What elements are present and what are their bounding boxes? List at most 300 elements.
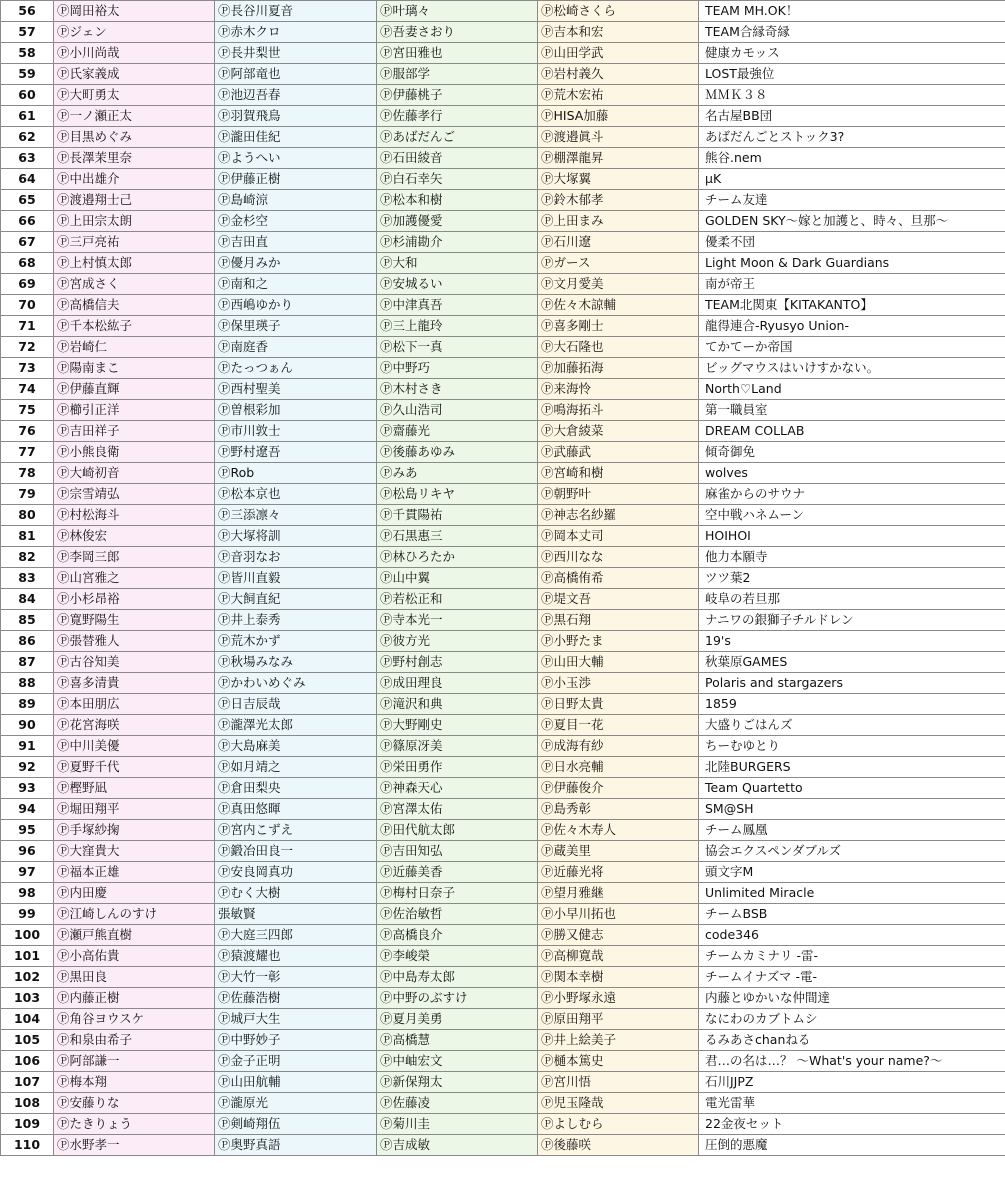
player4-cell: Ⓟ棚澤龍昇 [538, 148, 699, 169]
player3-cell: Ⓟ若松正和 [377, 589, 538, 610]
entry-number-cell: 60 [1, 85, 54, 106]
team-name-cell: 大盛りごはんズ [699, 715, 1005, 736]
player3-cell: Ⓟ千貫陽祐 [377, 505, 538, 526]
table-row [1, 547, 1005, 568]
team-name-cell: 健康カモッス [699, 43, 1005, 64]
player1-cell: Ⓟ内田慶 [54, 883, 215, 904]
player1-cell: Ⓟ張替雅人 [54, 631, 215, 652]
player3-cell: Ⓟ中島寿太郎 [377, 967, 538, 988]
roster-body [1, 1, 1005, 1156]
player4-cell: Ⓟ後藤咲 [538, 1135, 699, 1156]
player3-cell: Ⓟ成田理良 [377, 673, 538, 694]
table-row [1, 463, 1005, 484]
player3-cell: Ⓟ後藤あゆみ [377, 442, 538, 463]
player1-cell: Ⓟ目黒めぐみ [54, 127, 215, 148]
player1-cell: Ⓟ一ノ瀬正太 [54, 106, 215, 127]
player3-cell: Ⓟ新保翔太 [377, 1072, 538, 1093]
player4-cell: Ⓟ佐々木諒輔 [538, 295, 699, 316]
team-name-cell: TEAM北関東【KITAKANTO】 [699, 295, 1005, 316]
team-name-cell: 第一職員室 [699, 400, 1005, 421]
team-name-cell: 龍得連合-Ryusyo Union- [699, 316, 1005, 337]
player4-cell: Ⓟ樋本篤史 [538, 1051, 699, 1072]
player3-cell: Ⓟ山中翼 [377, 568, 538, 589]
team-name-cell: 南が帝王 [699, 274, 1005, 295]
table-row [1, 274, 1005, 295]
player1-cell: Ⓟ花宮海咲 [54, 715, 215, 736]
player3-cell: Ⓟ石黒惠三 [377, 526, 538, 547]
player1-cell: Ⓟ上村慎太郎 [54, 253, 215, 274]
table-row [1, 568, 1005, 589]
player1-cell: Ⓟ小川尚哉 [54, 43, 215, 64]
entry-number-cell: 84 [1, 589, 54, 610]
player4-cell: Ⓟ小玉渉 [538, 673, 699, 694]
player2-cell: Ⓟようへい [215, 148, 377, 169]
player1-cell: Ⓟ大町勇太 [54, 85, 215, 106]
player2-cell: Ⓟ羽賀飛鳥 [215, 106, 377, 127]
table-row [1, 295, 1005, 316]
player3-cell: Ⓟ野村創志 [377, 652, 538, 673]
entry-number-cell: 61 [1, 106, 54, 127]
player1-cell: Ⓟ本田朋広 [54, 694, 215, 715]
player2-cell: Ⓟ荒木かず [215, 631, 377, 652]
player4-cell: Ⓟ山田大輔 [538, 652, 699, 673]
player2-cell: Ⓟ大庭三四郎 [215, 925, 377, 946]
player4-cell: Ⓟ山田学武 [538, 43, 699, 64]
player4-cell: Ⓟ佐々木寿人 [538, 820, 699, 841]
entry-number-cell: 67 [1, 232, 54, 253]
player2-cell: Ⓟ安良岡真功 [215, 862, 377, 883]
player2-cell: Ⓟ剣崎翔伍 [215, 1114, 377, 1135]
player3-cell: Ⓟ松下一真 [377, 337, 538, 358]
entry-number-cell: 89 [1, 694, 54, 715]
entry-number-cell: 87 [1, 652, 54, 673]
player1-cell: Ⓟ櫛引正洋 [54, 400, 215, 421]
table-row [1, 484, 1005, 505]
team-name-cell: 協会エクスペンダブルズ [699, 841, 1005, 862]
player4-cell: ⓅHISA加藤 [538, 106, 699, 127]
entry-number-cell: 101 [1, 946, 54, 967]
entry-number-cell: 63 [1, 148, 54, 169]
entry-number-cell: 79 [1, 484, 54, 505]
team-name-cell: 22金夜セット [699, 1114, 1005, 1135]
player3-cell: Ⓟ中野巧 [377, 358, 538, 379]
table-row [1, 652, 1005, 673]
entry-number-cell: 110 [1, 1135, 54, 1156]
team-name-cell: LOST最強位 [699, 64, 1005, 85]
player1-cell: Ⓟ三戸亮祐 [54, 232, 215, 253]
player4-cell: Ⓟ上田まみ [538, 211, 699, 232]
table-row [1, 862, 1005, 883]
team-name-cell: 石川JJPZ [699, 1072, 1005, 1093]
entry-number-cell: 96 [1, 841, 54, 862]
player3-cell: Ⓟ李峻榮 [377, 946, 538, 967]
table-row [1, 883, 1005, 904]
player2-cell: Ⓟ金杉空 [215, 211, 377, 232]
entry-number-cell: 69 [1, 274, 54, 295]
player1-cell: Ⓟ手塚紗掬 [54, 820, 215, 841]
player1-cell: Ⓟ岩崎仁 [54, 337, 215, 358]
player2-cell: Ⓟ瀧澤光太郎 [215, 715, 377, 736]
entry-number-cell: 75 [1, 400, 54, 421]
player2-cell: Ⓟ阿部竜也 [215, 64, 377, 85]
table-row [1, 820, 1005, 841]
player3-cell: Ⓟ中岫宏文 [377, 1051, 538, 1072]
entry-number-cell: 94 [1, 799, 54, 820]
player4-cell: Ⓟ関本幸樹 [538, 967, 699, 988]
table-row [1, 967, 1005, 988]
player1-cell: Ⓟ中出雄介 [54, 169, 215, 190]
team-name-cell: μK [699, 169, 1005, 190]
player2-cell: Ⓟ西嶋ゆかり [215, 295, 377, 316]
entry-number-cell: 58 [1, 43, 54, 64]
team-name-cell: North♡Land [699, 379, 1005, 400]
player2-cell: Ⓟ鍛冶田良一 [215, 841, 377, 862]
player4-cell: Ⓟ武藤武 [538, 442, 699, 463]
player2-cell: Ⓟ如月靖之 [215, 757, 377, 778]
player3-cell: Ⓟ松島リキヤ [377, 484, 538, 505]
player1-cell: Ⓟ渡邉翔士己 [54, 190, 215, 211]
table-row [1, 85, 1005, 106]
player1-cell: Ⓟ小高佑貴 [54, 946, 215, 967]
table-row [1, 946, 1005, 967]
team-name-cell: てかてーか帝国 [699, 337, 1005, 358]
team-name-cell: ツツ葉2 [699, 568, 1005, 589]
table-row [1, 1135, 1005, 1156]
player3-cell: Ⓟ佐治敏哲 [377, 904, 538, 925]
player3-cell: Ⓟ田代航太郎 [377, 820, 538, 841]
player3-cell: Ⓟ叶璃々 [377, 1, 538, 22]
player2-cell: Ⓟ佐藤浩樹 [215, 988, 377, 1009]
table-row [1, 43, 1005, 64]
entry-number-cell: 106 [1, 1051, 54, 1072]
table-row [1, 316, 1005, 337]
player4-cell: Ⓟ荒木宏祐 [538, 85, 699, 106]
team-name-cell: 頭文字M [699, 862, 1005, 883]
player4-cell: Ⓟ来海怜 [538, 379, 699, 400]
player3-cell: Ⓟ滝沢和典 [377, 694, 538, 715]
table-row [1, 358, 1005, 379]
entry-number-cell: 78 [1, 463, 54, 484]
team-name-cell: Team Quartetto [699, 778, 1005, 799]
player2-cell: Ⓟ三添凛々 [215, 505, 377, 526]
table-row [1, 148, 1005, 169]
team-name-cell: Unlimited Miracle [699, 883, 1005, 904]
table-row [1, 1030, 1005, 1051]
player4-cell: Ⓟ小早川拓也 [538, 904, 699, 925]
team-name-cell: るみあさchanねる [699, 1030, 1005, 1051]
team-name-cell: TEAM合縁奇縁 [699, 22, 1005, 43]
team-name-cell: あばだんごとストック3? [699, 127, 1005, 148]
player1-cell: Ⓟ高橋信夫 [54, 295, 215, 316]
player1-cell: Ⓟ吉田祥子 [54, 421, 215, 442]
table-row [1, 211, 1005, 232]
team-name-cell: 君…の名は…？ ～What's your name?～ [699, 1051, 1005, 1072]
entry-number-cell: 76 [1, 421, 54, 442]
table-row [1, 1093, 1005, 1114]
player4-cell: Ⓟ日野太貴 [538, 694, 699, 715]
player4-cell: Ⓟ喜多剛士 [538, 316, 699, 337]
player3-cell: Ⓟ齋藤光 [377, 421, 538, 442]
entry-number-cell: 80 [1, 505, 54, 526]
player2-cell: Ⓟ伊藤正樹 [215, 169, 377, 190]
table-row [1, 169, 1005, 190]
player2-cell: Ⓟ中野妙子 [215, 1030, 377, 1051]
team-name-cell: チームBSB [699, 904, 1005, 925]
player1-cell: Ⓟ山宮雅之 [54, 568, 215, 589]
team-name-cell: ちーむゆとり [699, 736, 1005, 757]
entry-number-cell: 105 [1, 1030, 54, 1051]
team-name-cell: wolves [699, 463, 1005, 484]
table-row [1, 610, 1005, 631]
player4-cell: Ⓟ加藤拓海 [538, 358, 699, 379]
player3-cell: Ⓟ寺本光一 [377, 610, 538, 631]
player4-cell: Ⓟ日水亮輔 [538, 757, 699, 778]
player4-cell: Ⓟ渡邉眞斗 [538, 127, 699, 148]
team-name-cell: 名古屋BB団 [699, 106, 1005, 127]
entry-number-cell: 97 [1, 862, 54, 883]
table-row [1, 673, 1005, 694]
entry-number-cell: 62 [1, 127, 54, 148]
player2-cell: Ⓟ赤木クロ [215, 22, 377, 43]
player1-cell: Ⓟ福本正雄 [54, 862, 215, 883]
player2-cell: Ⓟ吉田直 [215, 232, 377, 253]
player2-cell: Ⓟ西村聖美 [215, 379, 377, 400]
player2-cell: Ⓟ城戸大生 [215, 1009, 377, 1030]
player3-cell: Ⓟ梅村日奈子 [377, 883, 538, 904]
player2-cell: Ⓟ奥野真語 [215, 1135, 377, 1156]
player4-cell: Ⓟ望月雅継 [538, 883, 699, 904]
entry-number-cell: 93 [1, 778, 54, 799]
player3-cell: Ⓟ彼方光 [377, 631, 538, 652]
player3-cell: Ⓟ木村さき [377, 379, 538, 400]
table-row [1, 379, 1005, 400]
team-name-cell: ナニワの銀獅子チルドレン [699, 610, 1005, 631]
player4-cell: Ⓟ高柳寛哉 [538, 946, 699, 967]
player1-cell: Ⓟ李岡三郎 [54, 547, 215, 568]
player4-cell: Ⓟ黒石翔 [538, 610, 699, 631]
player3-cell: Ⓟ中野のぶすけ [377, 988, 538, 1009]
player3-cell: Ⓟ吉成敏 [377, 1135, 538, 1156]
player2-cell: Ⓟ猿渡耀也 [215, 946, 377, 967]
table-row [1, 1114, 1005, 1135]
player4-cell: Ⓟ鳴海拓斗 [538, 400, 699, 421]
player1-cell: Ⓟ夏野千代 [54, 757, 215, 778]
player2-cell: Ⓟ島崎涼 [215, 190, 377, 211]
player4-cell: Ⓟ島秀彰 [538, 799, 699, 820]
player4-cell: Ⓟ大石隆也 [538, 337, 699, 358]
player3-cell: Ⓟ高橋慧 [377, 1030, 538, 1051]
entry-number-cell: 100 [1, 925, 54, 946]
player1-cell: Ⓟ梅本翔 [54, 1072, 215, 1093]
player2-cell: Ⓟたっつぁん [215, 358, 377, 379]
player3-cell: Ⓟ菊川圭 [377, 1114, 538, 1135]
player3-cell: Ⓟ佐藤孝行 [377, 106, 538, 127]
table-row [1, 736, 1005, 757]
player3-cell: Ⓟみあ [377, 463, 538, 484]
entry-number-cell: 103 [1, 988, 54, 1009]
player1-cell: Ⓟ大窪貴大 [54, 841, 215, 862]
table-row [1, 1, 1005, 22]
table-row [1, 778, 1005, 799]
player3-cell: Ⓟ服部学 [377, 64, 538, 85]
player4-cell: Ⓟ高橋侑希 [538, 568, 699, 589]
player3-cell: Ⓟ篠原冴美 [377, 736, 538, 757]
player2-cell: Ⓟかわいめぐみ [215, 673, 377, 694]
player1-cell: Ⓟ小杉昂裕 [54, 589, 215, 610]
player2-cell: Ⓟむく大樹 [215, 883, 377, 904]
player2-cell: Ⓟ保里瑛子 [215, 316, 377, 337]
table-row [1, 400, 1005, 421]
table-row [1, 799, 1005, 820]
player1-cell: Ⓟ古谷知美 [54, 652, 215, 673]
player1-cell: Ⓟ千本松紘子 [54, 316, 215, 337]
table-row [1, 190, 1005, 211]
entry-number-cell: 86 [1, 631, 54, 652]
entry-number-cell: 90 [1, 715, 54, 736]
player4-cell: Ⓟ宮崎和樹 [538, 463, 699, 484]
player1-cell: Ⓟ宮成さく [54, 274, 215, 295]
player3-cell: Ⓟ夏月美勇 [377, 1009, 538, 1030]
player1-cell: Ⓟ江崎しんのすけ [54, 904, 215, 925]
player4-cell: Ⓟ成海有紗 [538, 736, 699, 757]
player2-cell: Ⓟ倉田梨央 [215, 778, 377, 799]
player1-cell: Ⓟ喜多清貴 [54, 673, 215, 694]
player3-cell: Ⓟ吉田知弘 [377, 841, 538, 862]
player2-cell: Ⓟ長谷川夏音 [215, 1, 377, 22]
player2-cell: Ⓟ秋場みなみ [215, 652, 377, 673]
player4-cell: Ⓟよしむら [538, 1114, 699, 1135]
player4-cell: Ⓟ石川遼 [538, 232, 699, 253]
player3-cell: Ⓟ神森天心 [377, 778, 538, 799]
player1-cell: Ⓟ内藤正樹 [54, 988, 215, 1009]
team-name-cell: DREAM COLLAB [699, 421, 1005, 442]
player1-cell: Ⓟジェン [54, 22, 215, 43]
player1-cell: Ⓟ氏家義成 [54, 64, 215, 85]
player3-cell: Ⓟ高橋良介 [377, 925, 538, 946]
team-name-cell: 19's [699, 631, 1005, 652]
player1-cell: Ⓟ安藤りな [54, 1093, 215, 1114]
player2-cell: Ⓟ日吉辰哉 [215, 694, 377, 715]
table-row [1, 106, 1005, 127]
player4-cell: Ⓟ堤文吾 [538, 589, 699, 610]
player2-cell: Ⓟ野村遼吾 [215, 442, 377, 463]
player2-cell: Ⓟ真田悠暉 [215, 799, 377, 820]
team-name-cell: 内藤とゆかいな仲間達 [699, 988, 1005, 1009]
team-name-cell: code346 [699, 925, 1005, 946]
team-name-cell: TEAM MH.OK！ [699, 1, 1005, 22]
entry-number-cell: 99 [1, 904, 54, 925]
player1-cell: Ⓟ岡田裕太 [54, 1, 215, 22]
player1-cell: Ⓟたきりょう [54, 1114, 215, 1135]
player3-cell: Ⓟ三上龍玲 [377, 316, 538, 337]
table-row [1, 232, 1005, 253]
team-name-cell: チーム鳳凰 [699, 820, 1005, 841]
player2-cell: Ⓟ瀧田佳紀 [215, 127, 377, 148]
table-row [1, 253, 1005, 274]
player4-cell: Ⓟガース [538, 253, 699, 274]
team-name-cell: 岐阜の若旦那 [699, 589, 1005, 610]
entry-number-cell: 88 [1, 673, 54, 694]
entry-number-cell: 68 [1, 253, 54, 274]
team-name-cell: 秋葉原GAMES [699, 652, 1005, 673]
entry-number-cell: 74 [1, 379, 54, 400]
team-name-cell: Polaris and stargazers [699, 673, 1005, 694]
player2-cell: Ⓟ井上泰秀 [215, 610, 377, 631]
player1-cell: Ⓟ村松海斗 [54, 505, 215, 526]
table-row [1, 22, 1005, 43]
entry-number-cell: 109 [1, 1114, 54, 1135]
player1-cell: Ⓟ大崎初音 [54, 463, 215, 484]
team-name-cell: なにわのカブトムシ [699, 1009, 1005, 1030]
player2-cell: Ⓟ大飼直紀 [215, 589, 377, 610]
entry-number-cell: 82 [1, 547, 54, 568]
player4-cell: Ⓟ松崎さくら [538, 1, 699, 22]
player3-cell: Ⓟ杉浦勘介 [377, 232, 538, 253]
team-name-cell: 北陸BURGERS [699, 757, 1005, 778]
player1-cell: Ⓟ宗雪靖弘 [54, 484, 215, 505]
entry-number-cell: 92 [1, 757, 54, 778]
player2-cell: Ⓟ池辺吾春 [215, 85, 377, 106]
player4-cell: Ⓟ吉本和宏 [538, 22, 699, 43]
entry-number-cell: 104 [1, 1009, 54, 1030]
player2-cell: Ⓟ音羽なお [215, 547, 377, 568]
table-row [1, 1009, 1005, 1030]
player2-cell: Ⓟ長井梨世 [215, 43, 377, 64]
table-row [1, 715, 1005, 736]
player2-cell: Ⓟ宮内こずえ [215, 820, 377, 841]
player3-cell: Ⓟ安城るい [377, 274, 538, 295]
player2-cell: Ⓟ大塚将訓 [215, 526, 377, 547]
table-row [1, 442, 1005, 463]
player3-cell: Ⓟ吾妻さおり [377, 22, 538, 43]
team-name-cell: 優柔不団 [699, 232, 1005, 253]
table-row [1, 757, 1005, 778]
player2-cell: Ⓟ松本京也 [215, 484, 377, 505]
player1-cell: Ⓟ黒田良 [54, 967, 215, 988]
player2-cell: ⓅRob [215, 463, 377, 484]
player4-cell: Ⓟ神志名紗羅 [538, 505, 699, 526]
player3-cell: Ⓟ白石幸矢 [377, 169, 538, 190]
player2-cell: Ⓟ曽根彩加 [215, 400, 377, 421]
table-row [1, 631, 1005, 652]
table-row [1, 1072, 1005, 1093]
entry-number-cell: 56 [1, 1, 54, 22]
player3-cell: Ⓟ伊藤桃子 [377, 85, 538, 106]
table-row [1, 526, 1005, 547]
player2-cell: Ⓟ金子正明 [215, 1051, 377, 1072]
player3-cell: Ⓟ久山浩司 [377, 400, 538, 421]
team-name-cell: ビッグマウスはいけすかない。 [699, 358, 1005, 379]
entry-number-cell: 59 [1, 64, 54, 85]
player2-cell: Ⓟ山田航輔 [215, 1072, 377, 1093]
player4-cell: Ⓟ蔵美里 [538, 841, 699, 862]
entry-number-cell: 71 [1, 316, 54, 337]
player4-cell: Ⓟ勝又健志 [538, 925, 699, 946]
entry-number-cell: 85 [1, 610, 54, 631]
player1-cell: Ⓟ陽南まこ [54, 358, 215, 379]
player2-cell: Ⓟ南庭香 [215, 337, 377, 358]
team-name-cell: チームカミナリ -雷- [699, 946, 1005, 967]
team-name-cell: GOLDEN SKY～嫁と加護と、時々、旦那～ [699, 211, 1005, 232]
player3-cell: Ⓟ近藤美香 [377, 862, 538, 883]
entry-number-cell: 70 [1, 295, 54, 316]
player4-cell: Ⓟ小野たま [538, 631, 699, 652]
team-name-cell: 空中戦ハネムーン [699, 505, 1005, 526]
table-row [1, 64, 1005, 85]
entry-number-cell: 107 [1, 1072, 54, 1093]
player4-cell: Ⓟ西川なな [538, 547, 699, 568]
player3-cell: Ⓟ加護優愛 [377, 211, 538, 232]
